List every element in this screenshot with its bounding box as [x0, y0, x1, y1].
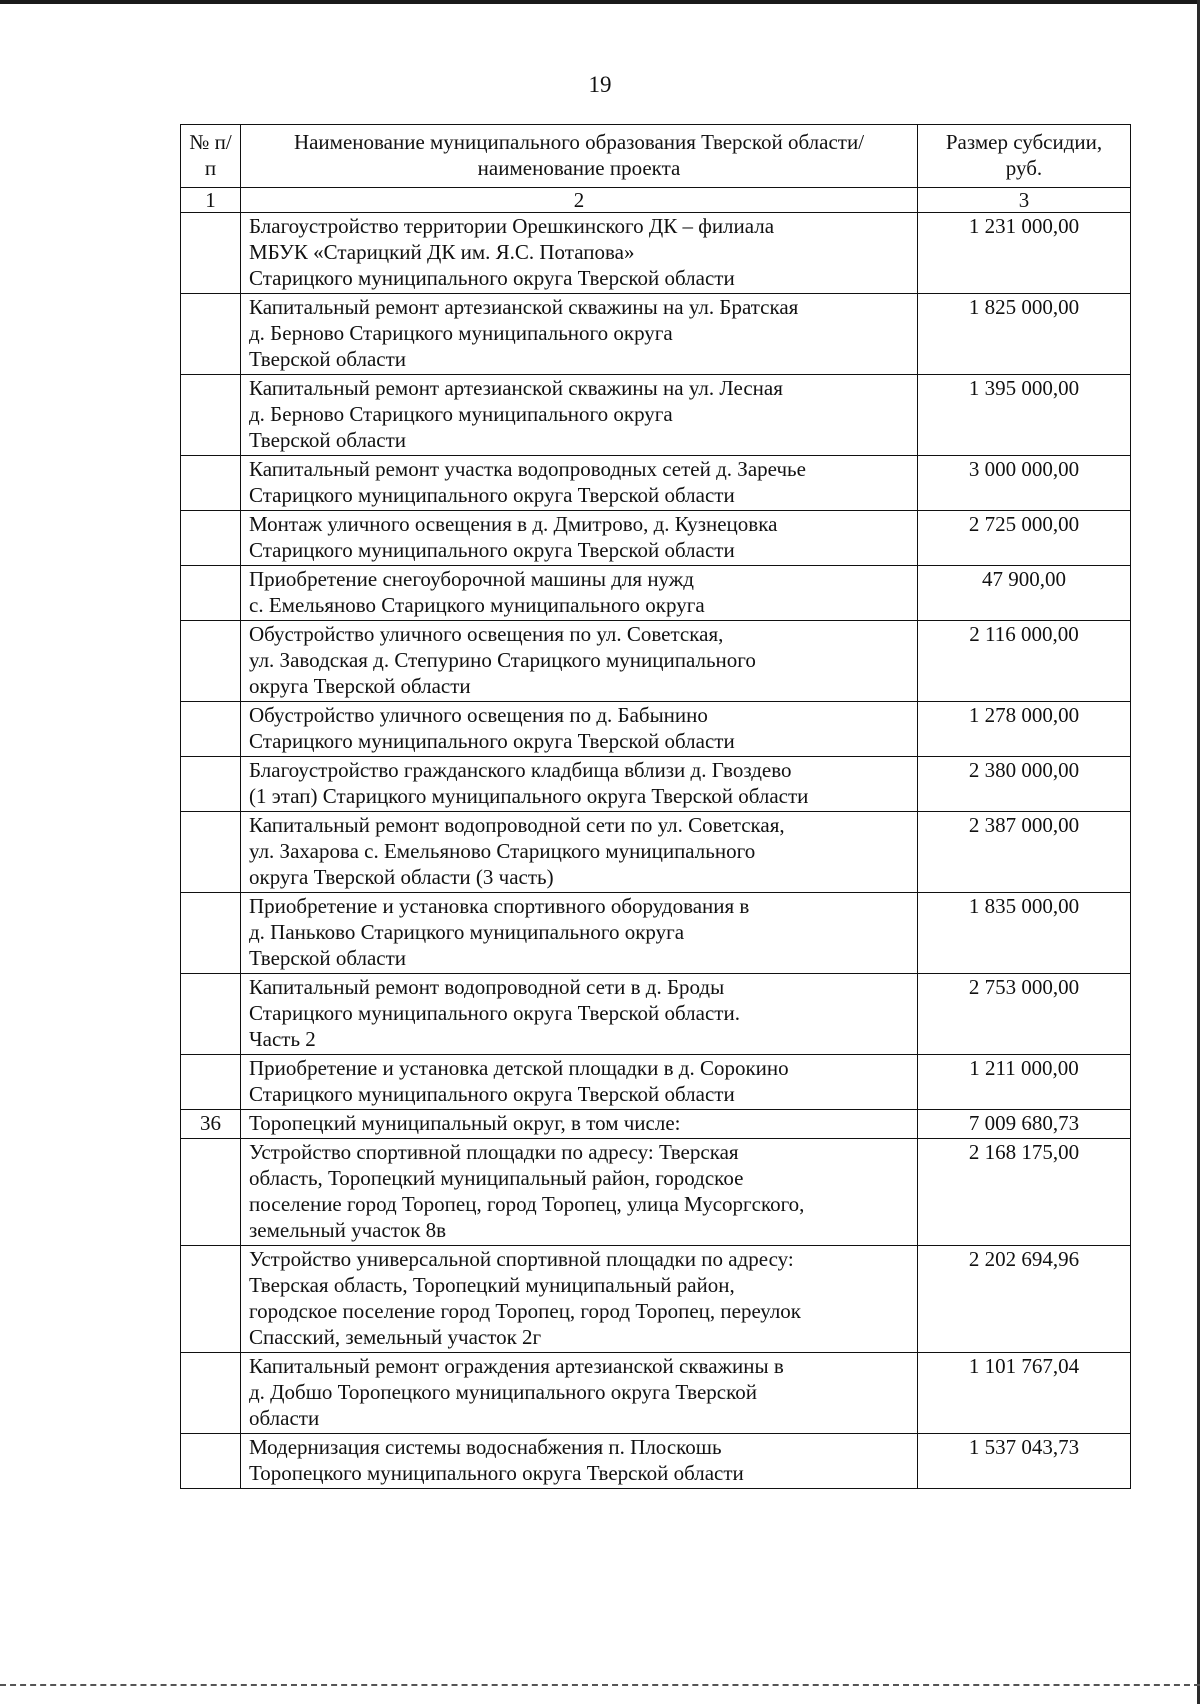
table-row	[181, 456, 1131, 511]
project-name	[241, 511, 918, 566]
table-row	[181, 1055, 1131, 1110]
table-row	[181, 1434, 1131, 1489]
row-number	[181, 1139, 241, 1246]
row-number	[181, 1055, 241, 1110]
project-name	[241, 812, 918, 893]
table-row	[181, 621, 1131, 702]
column-index: 2	[241, 188, 918, 213]
project-name-line: Монтаж уличного освещения в д. Дмитрово, д. Кузнецовка	[249, 512, 778, 536]
row-number	[181, 1353, 241, 1434]
scan-edge-top	[0, 0, 1200, 4]
table-row	[181, 1110, 1131, 1139]
table-row	[181, 1246, 1131, 1353]
row-number	[181, 294, 241, 375]
project-name-line: (1 этап) Старицкого муниципального округа Тверской области	[249, 784, 809, 808]
header-name: Наименование муниципального образования Тверской области/наименование проекта	[241, 125, 918, 188]
project-name-line: Тверской области	[249, 946, 407, 970]
subsidy-amount: 2 380 000,00	[918, 757, 1131, 812]
subsidy-amount: 1 395 000,00	[918, 375, 1131, 456]
subsidy-table	[180, 124, 1131, 1489]
project-name-line: Капитальный ремонт артезианской скважины на ул. Лесная	[249, 376, 783, 400]
subsidy-amount: 1 101 767,04	[918, 1353, 1131, 1434]
project-name-line: Капитальный ремонт водопроводной сети в д. Броды	[249, 975, 725, 999]
row-number	[181, 812, 241, 893]
project-name-line: ул. Заводская д. Степурино Старицкого муниципального	[249, 648, 756, 672]
project-name-line: МБУК «Старицкий ДК им. Я.С. Потапова»	[249, 240, 635, 264]
subsidy-amount: 7 009 680,73	[918, 1110, 1131, 1139]
table-row	[181, 702, 1131, 757]
project-name-line: д. Добшо Торопецкого муниципального округа Тверской	[249, 1380, 757, 1404]
project-name-line: Старицкого муниципального округа Тверской области.	[249, 1001, 740, 1025]
row-number	[181, 566, 241, 621]
project-name-line: Капитальный ремонт артезианской скважины на ул. Братская	[249, 295, 799, 319]
project-name-line: Благоустройство территории Орешкинского ДК – филиала	[249, 214, 775, 238]
project-name-line: области	[249, 1406, 320, 1430]
project-name-line: область, Торопецкий муниципальный район, городское	[249, 1166, 744, 1190]
table-row	[181, 1139, 1131, 1246]
project-name-line: Старицкого муниципального округа Тверской области	[249, 1082, 735, 1106]
project-name-line: Приобретение снегоуборочной машины для нужд	[249, 567, 694, 591]
project-name-line: поселение город Торопец, город Торопец, улица Мусоргского,	[249, 1192, 805, 1216]
table-row	[181, 1353, 1131, 1434]
header-num: № п/п	[181, 125, 241, 188]
subsidy-amount: 2 202 694,96	[918, 1246, 1131, 1353]
row-number	[181, 893, 241, 974]
project-name	[241, 294, 918, 375]
project-name-line: Старицкого муниципального округа Тверской области	[249, 729, 735, 753]
row-number	[181, 213, 241, 294]
project-name	[241, 893, 918, 974]
project-name-line: Старицкого муниципального округа Тверской области	[249, 483, 735, 507]
project-name	[241, 757, 918, 812]
subsidy-amount: 47 900,00	[918, 566, 1131, 621]
table-row	[181, 893, 1131, 974]
table-row	[181, 566, 1131, 621]
project-name-line: Часть 2	[249, 1027, 316, 1051]
project-name-line: Торопецкого муниципального округа Тверской области	[249, 1461, 744, 1485]
project-name-line: ул. Захарова с. Емельяново Старицкого муниципального	[249, 839, 756, 863]
project-name-line: Старицкого муниципального округа Тверской области	[249, 266, 735, 290]
column-index: 3	[918, 188, 1131, 213]
project-name-line: Благоустройство гражданского кладбища вблизи д. Гвоздево	[249, 758, 792, 782]
scan-edge-bottom	[0, 1684, 1200, 1686]
project-name-line: Приобретение и установка детской площадки в д. Сорокино	[249, 1056, 789, 1080]
table-header-row	[181, 125, 1131, 188]
project-name	[241, 375, 918, 456]
project-name	[241, 621, 918, 702]
project-name	[241, 213, 918, 294]
table-row	[181, 294, 1131, 375]
project-name-line: Модернизация системы водоснабжения п. Плоскошь	[249, 1435, 722, 1459]
project-name-line: Старицкого муниципального округа Тверской области	[249, 538, 735, 562]
project-name-line: округа Тверской области	[249, 674, 471, 698]
subsidy-amount: 1 231 000,00	[918, 213, 1131, 294]
project-name-line: д. Паньково Старицкого муниципального округа	[249, 920, 685, 944]
subsidy-amount: 2 116 000,00	[918, 621, 1131, 702]
table-row	[181, 812, 1131, 893]
column-index-row	[181, 188, 1131, 213]
project-name-line: Обустройство уличного освещения по д. Бабынино	[249, 703, 708, 727]
project-name	[241, 566, 918, 621]
subsidy-amount: 1 278 000,00	[918, 702, 1131, 757]
project-name	[241, 1434, 918, 1489]
project-name-line: Обустройство уличного освещения по ул. Советская,	[249, 622, 724, 646]
subsidy-amount: 2 725 000,00	[918, 511, 1131, 566]
row-number	[181, 974, 241, 1055]
project-name-line: городское поселение город Торопец, город Торопец, переулок	[249, 1299, 802, 1323]
row-number	[181, 511, 241, 566]
project-name	[241, 1055, 918, 1110]
project-name-line: с. Емельяново Старицкого муниципального округа	[249, 593, 705, 617]
project-name	[241, 456, 918, 511]
project-name	[241, 1353, 918, 1434]
table-row	[181, 375, 1131, 456]
project-name-line: Торопецкий муниципальный округ, в том числе:	[249, 1111, 681, 1135]
row-number	[181, 375, 241, 456]
subsidy-amount: 3 000 000,00	[918, 456, 1131, 511]
project-name-line: Спасский, земельный участок 2г	[249, 1325, 542, 1349]
subsidy-amount: 1 835 000,00	[918, 893, 1131, 974]
project-name-line: Устройство спортивной площадки по адресу: Тверская	[249, 1140, 739, 1164]
page-number: 19	[588, 72, 612, 97]
project-name-line: Тверской области	[249, 428, 407, 452]
subsidy-amount: 2 387 000,00	[918, 812, 1131, 893]
project-name	[241, 702, 918, 757]
row-number: 36	[181, 1110, 241, 1139]
project-name-line: Капитальный ремонт водопроводной сети по ул. Советская,	[249, 813, 785, 837]
project-name	[241, 1246, 918, 1353]
table-row	[181, 213, 1131, 294]
table-row	[181, 511, 1131, 566]
row-number	[181, 1434, 241, 1489]
subsidy-amount: 1 537 043,73	[918, 1434, 1131, 1489]
subsidy-amount: 1 825 000,00	[918, 294, 1131, 375]
header-amount: Размер субсидии, руб.	[918, 125, 1131, 188]
table-body	[181, 213, 1131, 1489]
project-name-line: Капитальный ремонт ограждения артезианской скважины в	[249, 1354, 784, 1378]
project-name-line: Приобретение и установка спортивного оборудования в	[249, 894, 750, 918]
row-number	[181, 1246, 241, 1353]
project-name	[241, 974, 918, 1055]
table-row	[181, 974, 1131, 1055]
project-name-line: Тверская область, Торопецкий муниципальный район,	[249, 1273, 735, 1297]
project-name-line: земельный участок 8в	[249, 1218, 447, 1242]
column-index: 1	[181, 188, 241, 213]
project-name-line: Тверской области	[249, 347, 407, 371]
project-name-line: округа Тверской области (3 часть)	[249, 865, 554, 889]
project-name-line: Устройство универсальной спортивной площадки по адресу:	[249, 1247, 794, 1271]
subsidy-amount: 2 168 175,00	[918, 1139, 1131, 1246]
project-name-line: Капитальный ремонт участка водопроводных сетей д. Заречье	[249, 457, 806, 481]
subsidy-amount: 2 753 000,00	[918, 974, 1131, 1055]
row-number	[181, 621, 241, 702]
project-name-line: д. Берново Старицкого муниципального округа	[249, 321, 673, 345]
row-number	[181, 702, 241, 757]
project-name-line: д. Берново Старицкого муниципального округа	[249, 402, 673, 426]
subsidy-amount: 1 211 000,00	[918, 1055, 1131, 1110]
project-name	[241, 1110, 918, 1139]
row-number	[181, 456, 241, 511]
project-name	[241, 1139, 918, 1246]
row-number	[181, 757, 241, 812]
table-row	[181, 757, 1131, 812]
